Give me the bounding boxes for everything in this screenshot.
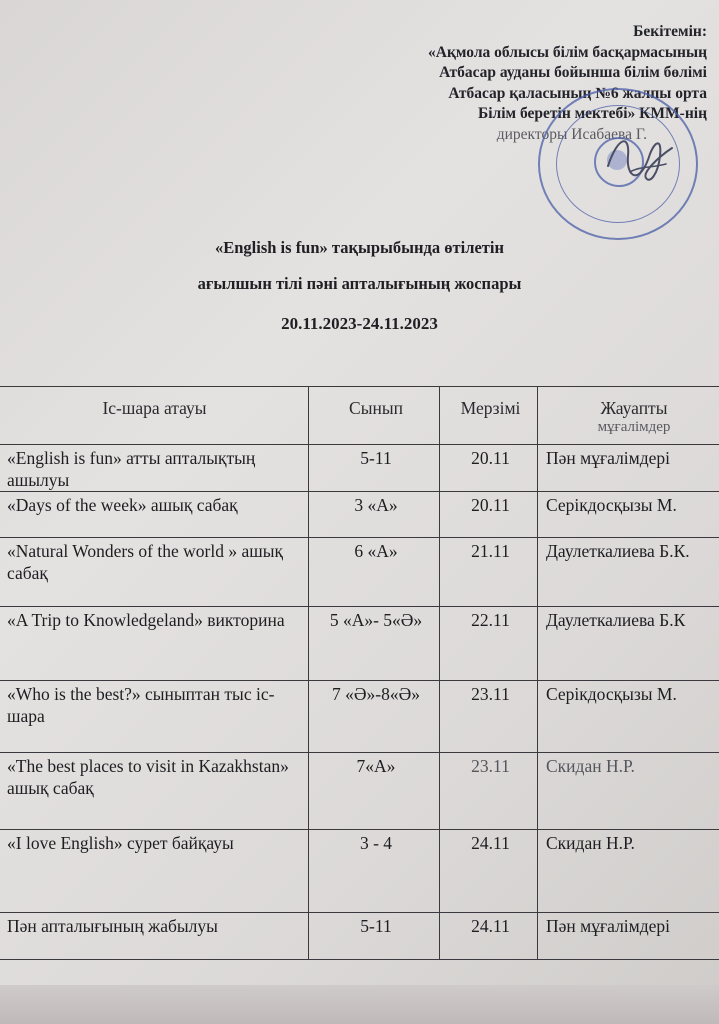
cell-class: 5 «А»- 5«Ә» xyxy=(309,607,440,681)
cell-date: 23.11 xyxy=(440,753,538,830)
approval-heading: Бекітемін: xyxy=(633,23,707,40)
cell-class: 7«А» xyxy=(309,753,440,830)
cell-date: 22.11 xyxy=(440,607,538,681)
cell-responsible: Даулеткалиева Б.К xyxy=(538,607,719,681)
approval-line-3: Атбасар қаласының №6 жалпы орта xyxy=(448,84,707,102)
table-row xyxy=(0,538,719,607)
signature xyxy=(600,126,680,196)
cell-date: 20.11 xyxy=(440,492,538,538)
document-title-line-2: ағылшын тілі пәні апталығының жоспары xyxy=(197,274,522,293)
document-date-range: 20.11.2023-24.11.2023 xyxy=(281,314,438,333)
cell-class: 3 - 4 xyxy=(309,830,440,913)
cell-event: «Who is the best?» сыныптан тыс іс-шара xyxy=(0,681,309,753)
cell-class: 5-11 xyxy=(309,913,440,960)
header-date: Мерзімі xyxy=(440,387,538,445)
page-bottom-shadow xyxy=(0,985,719,1024)
table-row xyxy=(0,913,719,960)
cell-class: 3 «А» xyxy=(309,492,440,538)
approval-line-4: Білім беретін мектебі» КММ-нің xyxy=(477,105,707,122)
table-row xyxy=(0,492,719,538)
cell-class: 7 «Ә»-8«Ә» xyxy=(309,681,440,753)
approval-director: директоры Исабаева Г. xyxy=(496,125,647,143)
table-row xyxy=(0,830,719,913)
cell-event: «A Trip to Knowledgeland» викторина xyxy=(0,607,309,681)
table-row xyxy=(0,753,719,830)
cell-event: «I love English» сурет байқауы xyxy=(0,830,309,913)
approval-line-2: Атбасар ауданы бойынша білім бөлімі xyxy=(439,64,707,81)
table-row xyxy=(0,445,719,492)
cell-responsible: Скидан Н.Р. xyxy=(538,753,719,830)
approval-line-1: «Ақмола облысы білім басқармасының xyxy=(428,43,707,61)
cell-responsible: Пән мұғалімдері xyxy=(538,445,719,492)
document-title-line-1: «English is fun» тақырыбында өтілетін xyxy=(214,238,504,257)
cell-date: 24.11 xyxy=(440,830,538,913)
cell-event: «English is fun» атты апталықтың ашылуы xyxy=(0,445,309,492)
header-responsible xyxy=(538,387,719,445)
cell-class: 5-11 xyxy=(309,445,440,492)
cell-date: 20.11 xyxy=(440,445,538,492)
header-class: Сынып xyxy=(309,387,440,445)
cell-event: «The best places to visit in Kazakhstan» ашық сабақ xyxy=(0,753,309,830)
cell-event: Пән апталығының жабылуы xyxy=(0,913,309,960)
cell-class: 6 «А» xyxy=(309,538,440,607)
table-row xyxy=(0,681,719,753)
cell-responsible: Серікдосқызы М. xyxy=(538,681,719,753)
table-header-row xyxy=(0,387,719,445)
header-responsible-line-1: Жауапты xyxy=(600,398,668,418)
header-event: Іс-шара атауы xyxy=(0,387,309,445)
cell-date: 23.11 xyxy=(440,681,538,753)
cell-responsible: Даулеткалиева Б.К. xyxy=(538,538,719,607)
cell-responsible: Серікдосқызы М. xyxy=(538,492,719,538)
cell-event: «Days of the week» ашық сабақ xyxy=(0,492,309,538)
header-responsible-line-2: мұғалімдер xyxy=(597,419,671,435)
cell-responsible: Скидан Н.Р. xyxy=(538,830,719,913)
cell-event: «Natural Wonders of the world » ашық сабақ xyxy=(0,538,309,607)
table-row xyxy=(0,607,719,681)
plan-table xyxy=(0,386,719,960)
cell-responsible: Пән мұғалімдері xyxy=(538,913,719,960)
cell-date: 21.11 xyxy=(440,538,538,607)
cell-date: 24.11 xyxy=(440,913,538,960)
